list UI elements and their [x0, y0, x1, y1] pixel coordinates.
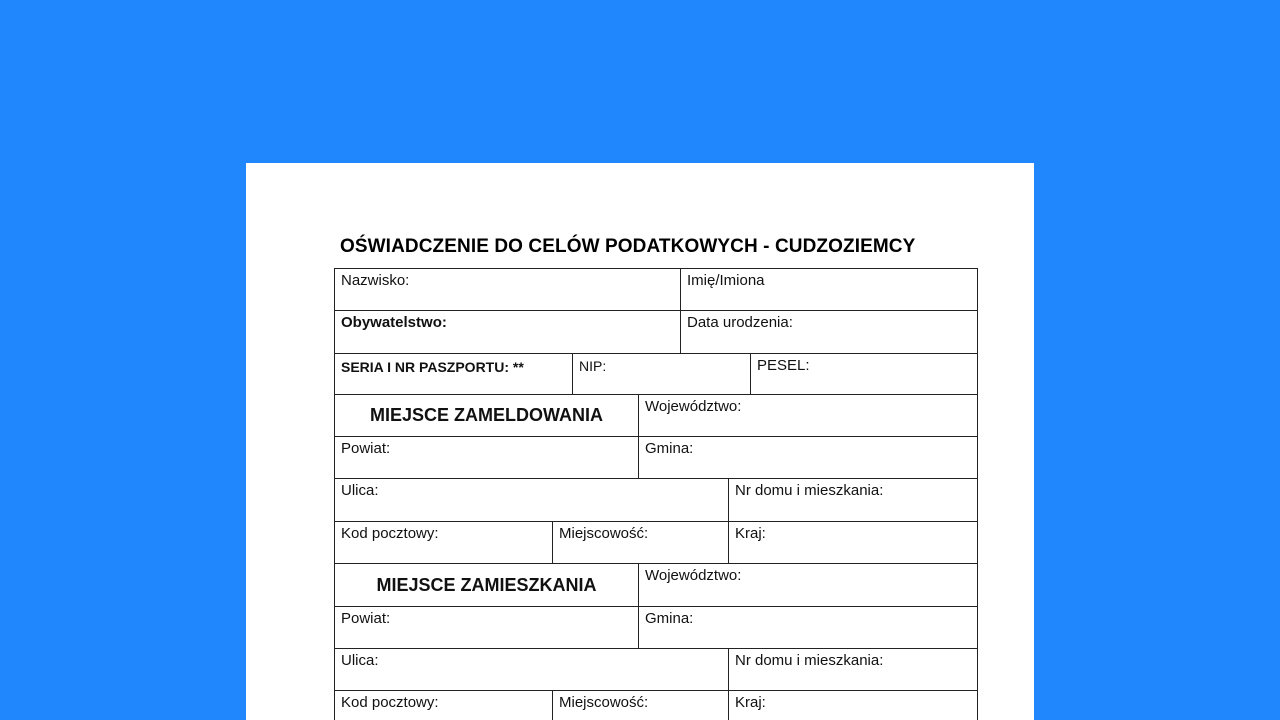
document-page — [246, 163, 1034, 720]
field-nip[interactable]: NIP: — [572, 353, 751, 395]
field-zameldowanie-ulica[interactable]: Ulica: — [334, 478, 729, 522]
field-zameldowanie-gmina[interactable]: Gmina: — [638, 436, 978, 479]
section-heading-zameldowanie: MIEJSCE ZAMELDOWANIA — [334, 394, 639, 437]
field-zamieszkanie-kod[interactable]: Kod pocztowy: — [334, 690, 553, 720]
field-zamieszkanie-miejscowosc[interactable]: Miejscowość: — [552, 690, 729, 720]
field-zamieszkanie-gmina[interactable]: Gmina: — [638, 606, 978, 649]
field-data-urodzenia[interactable]: Data urodzenia: — [680, 310, 978, 354]
field-zameldowanie-kraj[interactable]: Kraj: — [728, 521, 978, 564]
field-zameldowanie-powiat[interactable]: Powiat: — [334, 436, 639, 479]
field-zameldowanie-nr-domu[interactable]: Nr domu i mieszkania: — [728, 478, 978, 522]
field-nazwisko[interactable]: Nazwisko: — [334, 268, 681, 311]
tax-declaration-form — [335, 269, 979, 720]
field-zamieszkanie-ulica[interactable]: Ulica: — [334, 648, 729, 691]
field-imie[interactable]: Imię/Imiona — [680, 268, 978, 311]
field-paszport[interactable]: SERIA I NR PASZPORTU: ** — [334, 353, 573, 395]
field-zamieszkanie-wojewodztwo[interactable]: Województwo: — [638, 563, 978, 607]
field-zamieszkanie-nr-domu[interactable]: Nr domu i mieszkania: — [728, 648, 978, 691]
field-pesel[interactable]: PESEL: — [750, 353, 978, 395]
field-zameldowanie-miejscowosc[interactable]: Miejscowość: — [552, 521, 729, 564]
field-zameldowanie-kod[interactable]: Kod pocztowy: — [334, 521, 553, 564]
field-zameldowanie-wojewodztwo[interactable]: Województwo: — [638, 394, 978, 437]
field-zamieszkanie-kraj[interactable]: Kraj: — [728, 690, 978, 720]
section-heading-zamieszkanie: MIEJSCE ZAMIESZKANIA — [334, 563, 639, 607]
field-obywatelstwo[interactable]: Obywatelstwo: — [334, 310, 681, 354]
document-title: OŚWIADCZENIE DO CELÓW PODATKOWYCH - CUDZOZIEMCY — [340, 236, 916, 257]
field-zamieszkanie-powiat[interactable]: Powiat: — [334, 606, 639, 649]
